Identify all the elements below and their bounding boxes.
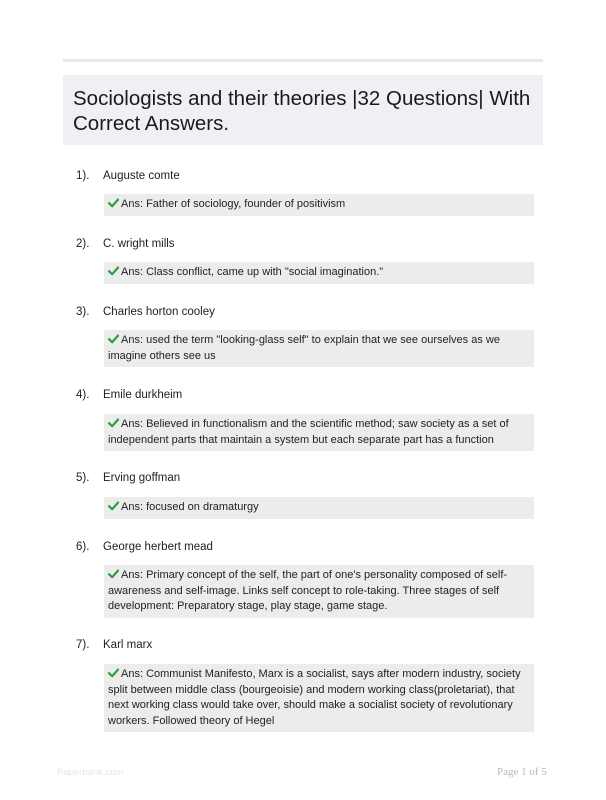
answer-box bbox=[104, 194, 534, 216]
answer-box bbox=[104, 497, 534, 519]
question-number: 2). bbox=[76, 238, 90, 250]
document-title: Sociologists and their theories |32 Questions| With Correct Answers. bbox=[73, 87, 531, 135]
question-number: 1). bbox=[76, 170, 90, 182]
answer-prefix: Ans: bbox=[121, 334, 144, 346]
check-icon bbox=[108, 418, 119, 428]
answer-prefix: Ans: bbox=[121, 418, 144, 430]
question-number: 3). bbox=[76, 306, 90, 318]
answer-prefix: Ans: bbox=[121, 668, 144, 680]
question-number: 5). bbox=[76, 472, 90, 484]
question-text: Karl marx bbox=[103, 639, 153, 651]
answer-box bbox=[104, 414, 534, 451]
check-icon bbox=[108, 501, 119, 511]
answer-text: Believed in functionalism and the scientific method; saw society as a set of independent parts that maintain a system but each separate part has a function bbox=[108, 418, 509, 446]
check-icon bbox=[108, 668, 119, 678]
answer-text: focused on dramaturgy bbox=[146, 501, 259, 513]
answer-box bbox=[104, 664, 534, 732]
question-text: George herbert mead bbox=[103, 541, 213, 553]
page-number: Page 1 of 5 bbox=[497, 766, 547, 778]
top-rule bbox=[63, 59, 543, 62]
answer-prefix: Ans: bbox=[121, 501, 144, 513]
question-number: 7). bbox=[76, 639, 90, 651]
check-icon bbox=[108, 266, 119, 276]
check-icon bbox=[108, 198, 119, 208]
question-number: 6). bbox=[76, 541, 90, 553]
answer-prefix: Ans: bbox=[121, 569, 144, 581]
check-icon bbox=[108, 569, 119, 579]
question-text: Emile durkheim bbox=[103, 389, 183, 401]
question-number: 4). bbox=[76, 389, 90, 401]
answer-box bbox=[104, 565, 534, 618]
answer-text: Father of sociology, founder of positivism bbox=[146, 198, 346, 210]
answer-text: Communist Manifesto, Marx is a socialist, says after modern industry, society split between middle class (bourgeoisie) and modern working class(proletariat), that next working class would take over, should make a socialist society of revolutionary workers. Followed theory of Hegel bbox=[108, 668, 521, 727]
answer-prefix: Ans: bbox=[121, 266, 144, 278]
footer-watermark: Paperbank.com bbox=[57, 767, 124, 778]
question-text: Erving goffman bbox=[103, 472, 181, 484]
answer-text: Primary concept of the self, the part of one's personality composed of self-awareness and self-image. Links self concept to role-taking. Three stages of self development: Preparatory stage, play stage, game stage. bbox=[108, 569, 508, 612]
question-text: Charles horton cooley bbox=[103, 306, 215, 318]
answer-text: Class conflict, came up with "social imagination." bbox=[146, 266, 384, 278]
title-box bbox=[63, 75, 543, 145]
check-icon bbox=[108, 334, 119, 344]
answer-box bbox=[104, 330, 534, 367]
answer-text: used the term "looking-glass self" to explain that we see ourselves as we imagine others see us bbox=[108, 334, 500, 362]
answer-box bbox=[104, 262, 534, 284]
answer-prefix: Ans: bbox=[121, 198, 144, 210]
question-text: Auguste comte bbox=[103, 170, 180, 182]
question-text: C. wright mills bbox=[103, 238, 175, 250]
